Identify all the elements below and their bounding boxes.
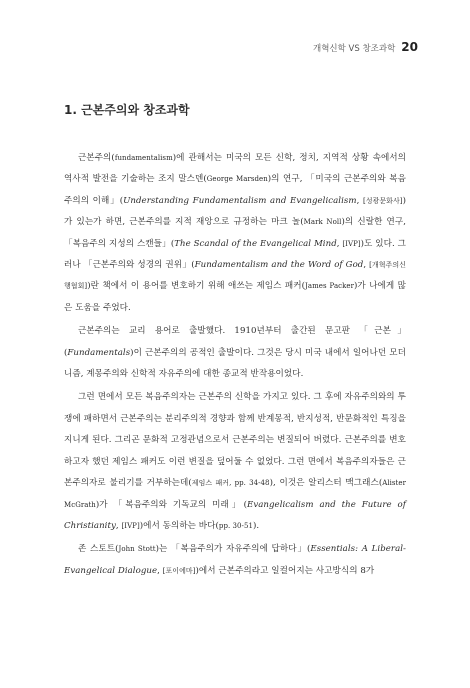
text-run: [IVP] bbox=[342, 239, 361, 248]
text-run: [성광문화사] bbox=[362, 196, 403, 205]
text-run: )이 근본주의의 공적인 출발이다. 그것은 당시 미국 내에서 일어나던 모더니즘, 계몽주의와 신학적 자유주의에 대한 종교적 반작용이었다. bbox=[64, 347, 406, 380]
book-title: Understanding Fundamentalism and Evangelicalism bbox=[123, 195, 357, 206]
paragraph-2 bbox=[64, 321, 406, 385]
section-title: 1. 근본주의와 창조과학 bbox=[64, 103, 190, 117]
page-number: 20 bbox=[401, 40, 418, 54]
text-run: John Stott bbox=[118, 545, 156, 554]
text-run: )는 「복음주의가 자유주의에 답하다」( bbox=[155, 544, 311, 555]
text-run: [개혁주의신행협회] bbox=[64, 261, 406, 291]
paragraph-3 bbox=[64, 387, 406, 537]
book-title: Fundamentalism and the Word of God bbox=[194, 260, 364, 271]
book-title: Fundamentals bbox=[67, 347, 131, 358]
running-title: 개혁신학 VS 창조과학 bbox=[312, 44, 396, 54]
text-run: )도 있다. 그러나 「근본주의와 성경의 권위」( bbox=[64, 238, 406, 271]
text-run: , bbox=[363, 260, 370, 271]
text-run: , bbox=[356, 195, 363, 206]
text-run: 그런 면에서 모든 복음주의자는 근본주의 신학을 가지고 있다. 그 후에 자유주의와의 투쟁에 패하면서 근본주의는 분리주의적 경향과 함께 반계몽적, 반지성적, 반문화적인 특징을 지니게 된다. 그리곤 문화적 고정관념으로서 근본주의는 변질되어 버렸다. 근본주의를 변호하고자 했던 제임스 패커도 이런 변질을 덮어둘 수 없었다. 그런 면에서 복음주의자들은 근본주의자로 불리기를 거부하는데( bbox=[64, 392, 406, 489]
text-run: )에서 동의하는 바다( bbox=[139, 520, 219, 531]
text-run: 제임스 패커, pp. 34-48 bbox=[191, 479, 270, 488]
paragraph-4 bbox=[64, 539, 406, 582]
text-run: Mark Noll bbox=[303, 218, 342, 227]
text-run: George Marsden bbox=[206, 175, 268, 184]
text-run: [IVP] bbox=[121, 521, 140, 530]
text-run: )가 있는가 하면, 근본주의를 지적 재앙으로 규정하는 마크 놀( bbox=[64, 195, 406, 228]
paragraph-1 bbox=[64, 148, 406, 319]
text-run: pp. 30-51 bbox=[218, 521, 253, 530]
running-header bbox=[313, 40, 418, 54]
text-run: ). bbox=[252, 520, 260, 531]
book-title: Evangelicalism and the Future of Christianity bbox=[64, 499, 406, 531]
body-text bbox=[64, 148, 406, 584]
text-run: 근본주의는 교리 용어로 출발했다. 1910년부터 출간된 문고판 「근본」( bbox=[64, 326, 406, 358]
text-run: , bbox=[157, 565, 163, 576]
text-run: [포이에마] bbox=[162, 566, 196, 575]
text-run: )가 「복음주의와 기독교의 미래」( bbox=[95, 499, 248, 510]
text-run: )가 나에게 많은 도움을 주었다. bbox=[64, 281, 406, 313]
text-run: Alister McGrath bbox=[64, 479, 407, 509]
text-run: )란 책에서 이 용어를 변호하기 위해 애쓰는 제임스 패커( bbox=[87, 281, 305, 292]
text-run: )에서 근본주의라고 일컬어지는 사고방식의 8가 bbox=[195, 565, 375, 576]
text-run: , bbox=[336, 238, 343, 249]
book-title: Essentials: A Liberal-Evangelical Dialogue bbox=[64, 544, 406, 576]
text-run: 근본주의( bbox=[78, 153, 115, 163]
text-run: )의 신랄한 연구, 「복음주의 지성의 스캔들」( bbox=[64, 217, 407, 249]
text-run: James Packer bbox=[305, 282, 355, 291]
text-run: , bbox=[115, 520, 122, 531]
text-run: )의 연구, 「미국의 근본주의와 복음주의의 이해」( bbox=[64, 174, 406, 206]
text-run: ), 이것은 알리스터 맥그래스( bbox=[269, 478, 383, 489]
text-run: fundamentalism bbox=[114, 154, 173, 162]
book-title: The Scandal of the Evangelical Mind bbox=[174, 238, 337, 249]
text-run: )에 관해서는 미국의 모든 신학, 정치, 지역적 상황 속에서의 역사적 발전을 기술하는 조지 말스덴( bbox=[64, 153, 406, 185]
text-run: 존 스토트( bbox=[78, 544, 119, 555]
